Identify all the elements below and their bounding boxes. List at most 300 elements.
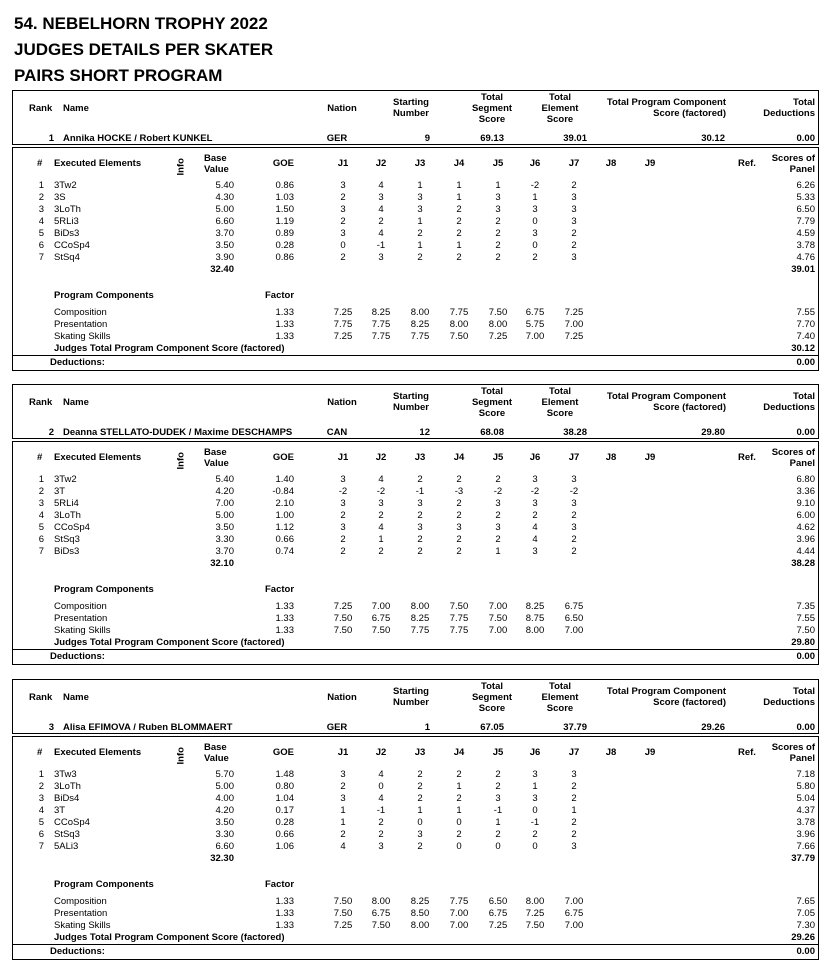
element-judge-score: 3 — [495, 522, 501, 533]
element-base-value: 5.00 — [215, 781, 234, 792]
component-judge-score: 7.50 — [333, 613, 353, 624]
element-judge-score: 3 — [378, 252, 384, 263]
tss-header: Segment — [471, 397, 513, 408]
element-judge-score: 3 — [532, 498, 538, 509]
element-panel-score: 4.62 — [796, 522, 815, 533]
element-judge-score: 2 — [340, 216, 346, 227]
ref-header: Ref. — [738, 158, 756, 169]
component-factor: 1.33 — [275, 319, 294, 330]
component-judge-score: 7.75 — [410, 625, 430, 636]
element-base-value: 4.20 — [215, 486, 234, 497]
starting-number-header: Number — [393, 697, 429, 708]
component-judge-score: 8.25 — [410, 319, 430, 330]
element-name: BiDs3 — [54, 228, 80, 239]
judge-header: J2 — [375, 452, 387, 463]
component-judge-score: 8.00 — [410, 920, 430, 931]
element-goe: 0.28 — [275, 817, 294, 828]
element-panel-score: 6.80 — [796, 474, 815, 485]
starting-number-header: Starting — [393, 97, 429, 108]
rank-header: Rank — [29, 103, 53, 114]
element-number: 4 — [38, 805, 44, 816]
tes-header: Total — [549, 681, 571, 692]
judge-header: J4 — [453, 747, 465, 758]
starting-number-header: Number — [393, 108, 429, 119]
tes-header: Total — [549, 92, 571, 103]
component-judge-score: 8.00 — [525, 896, 545, 907]
scores-of-panel-header: Scores of — [771, 153, 815, 164]
component-judge-score: 7.00 — [449, 920, 469, 931]
element-goe: 1.06 — [275, 841, 294, 852]
element-judge-score: -1 — [376, 240, 386, 251]
element-judge-score: 3 — [571, 252, 577, 263]
element-number: 1 — [38, 180, 44, 191]
element-panel-score: 3.78 — [796, 817, 815, 828]
deductions-label: Deductions: — [50, 651, 105, 662]
component-name: Presentation — [54, 908, 108, 919]
element-judge-score: 4 — [378, 769, 384, 780]
component-factor: 1.33 — [275, 307, 294, 318]
element-judge-score: 3 — [417, 522, 423, 533]
report-title: JUDGES DETAILS PER SKATER — [14, 40, 274, 59]
element-judge-score: 2 — [417, 228, 423, 239]
deductions-header: Deductions — [763, 697, 815, 708]
tes-header: Score — [546, 408, 574, 419]
element-judge-score: 2 — [532, 829, 538, 840]
element-base-value: 7.00 — [215, 498, 234, 509]
element-judge-score: 2 — [456, 204, 462, 215]
component-judge-score: 7.75 — [449, 625, 469, 636]
element-name: 3S — [54, 192, 66, 203]
tpcs-header: Score (factored) — [653, 697, 726, 708]
element-judge-score: 3 — [571, 498, 577, 509]
element-number: 1 — [38, 474, 44, 485]
element-judge-score: 4 — [378, 204, 384, 215]
executed-elements-header: Executed Elements — [54, 747, 142, 758]
element-judge-score: 3 — [571, 204, 577, 215]
component-judge-score: 6.50 — [488, 896, 508, 907]
tpcs-header: Total Program Component — [606, 391, 726, 402]
component-judge-score: 6.50 — [564, 613, 584, 624]
total-deductions: 0.00 — [796, 427, 815, 438]
segment-title: PAIRS SHORT PROGRAM — [14, 66, 223, 85]
judge-header: J1 — [337, 747, 349, 758]
judge-header: J8 — [605, 747, 617, 758]
judge-header: J5 — [492, 747, 504, 758]
scores-of-panel-header: Scores of — [771, 742, 815, 753]
element-number: 7 — [38, 841, 44, 852]
tes-header: Score — [546, 703, 574, 714]
element-judge-score: 4 — [378, 522, 384, 533]
component-panel-score: 7.50 — [796, 625, 815, 636]
base-value-total: 32.30 — [210, 853, 234, 864]
element-judge-score: 3 — [340, 498, 346, 509]
component-judge-score: 7.25 — [564, 307, 584, 318]
element-base-value: 5.00 — [215, 204, 234, 215]
element-panel-score: 7.18 — [796, 769, 815, 780]
judge-header: J7 — [568, 158, 580, 169]
element-number: 3 — [38, 498, 44, 509]
element-panel-score: 5.33 — [796, 192, 815, 203]
nation-value: CAN — [326, 427, 348, 438]
component-panel-score: 7.65 — [796, 896, 815, 907]
component-judge-score: 5.75 — [525, 319, 545, 330]
tss-header: Score — [478, 408, 506, 419]
element-judge-score: 2 — [532, 510, 538, 521]
goe-header: GOE — [272, 452, 294, 463]
element-judge-score: 3 — [340, 769, 346, 780]
goe-header: GOE — [272, 747, 294, 758]
judge-header: J9 — [644, 158, 656, 169]
element-judge-score: 4 — [378, 180, 384, 191]
total-deductions: 0.00 — [796, 722, 815, 733]
judge-header: J3 — [414, 452, 426, 463]
components-underline — [13, 355, 818, 356]
element-name: 3Tw2 — [54, 180, 77, 191]
judges-total-label: Judges Total Program Component Score (factored) — [54, 637, 285, 648]
element-judge-score: 3 — [340, 474, 346, 485]
components-underline — [13, 944, 818, 945]
element-judge-score: 2 — [571, 534, 577, 545]
element-judge-score: 1 — [340, 817, 346, 828]
element-judge-score: 2 — [456, 769, 462, 780]
element-judge-score: 2 — [495, 216, 501, 227]
component-name: Presentation — [54, 613, 108, 624]
element-judge-score: 1 — [417, 240, 423, 251]
element-base-value: 5.00 — [215, 510, 234, 521]
element-panel-score: 5.80 — [796, 781, 815, 792]
deductions-label: Deductions: — [50, 946, 105, 957]
judge-header: J7 — [568, 452, 580, 463]
judge-header: J9 — [644, 747, 656, 758]
rank-header: Rank — [29, 397, 53, 408]
base-value-header: Value — [204, 753, 229, 764]
tss-header: Total — [481, 92, 503, 103]
summary-underline — [13, 144, 818, 145]
element-name: CCoSp4 — [54, 240, 90, 251]
element-judge-score: 2 — [456, 534, 462, 545]
element-judge-score: 1 — [417, 216, 423, 227]
program-components-header: Program Components — [54, 879, 154, 890]
component-judge-score: 8.00 — [449, 319, 469, 330]
element-name: 3LoTh — [54, 781, 81, 792]
component-judge-score: 7.00 — [488, 601, 508, 612]
skater-block — [12, 90, 819, 371]
element-number: 7 — [38, 546, 44, 557]
element-base-value: 5.70 — [215, 769, 234, 780]
element-judge-score: 3 — [532, 474, 538, 485]
judge-header: J4 — [453, 452, 465, 463]
deductions-label: Deductions: — [50, 357, 105, 368]
component-judge-score: 7.25 — [333, 307, 353, 318]
element-judge-score: 2 — [571, 228, 577, 239]
element-panel-score: 4.44 — [796, 546, 815, 557]
element-judge-score: 1 — [456, 781, 462, 792]
element-judge-score: 2 — [571, 781, 577, 792]
tpcs-header: Total Program Component — [606, 686, 726, 697]
element-number: 1 — [38, 769, 44, 780]
elements-total: 38.28 — [791, 558, 815, 569]
component-judge-score: 7.25 — [333, 331, 353, 342]
element-judge-score: 1 — [571, 805, 577, 816]
base-value-header: Base — [204, 742, 227, 753]
element-judge-score: -2 — [493, 486, 503, 497]
starting-number-header: Starting — [393, 391, 429, 402]
element-name: 3T — [54, 805, 66, 816]
element-number-header: # — [37, 158, 43, 169]
component-panel-score: 7.40 — [796, 331, 815, 342]
component-judge-score: 7.75 — [449, 307, 469, 318]
element-number: 6 — [38, 829, 44, 840]
element-judge-score: 1 — [532, 781, 538, 792]
element-panel-score: 3.96 — [796, 829, 815, 840]
judge-header: J2 — [375, 747, 387, 758]
element-panel-score: 5.04 — [796, 793, 815, 804]
judge-header: J6 — [529, 452, 541, 463]
element-name: 3LoTh — [54, 204, 81, 215]
element-number: 2 — [38, 781, 44, 792]
total-program-component-score: 29.26 — [701, 722, 725, 733]
component-judge-score: 7.50 — [488, 307, 508, 318]
element-number: 4 — [38, 510, 44, 521]
component-judge-score: 7.00 — [371, 601, 391, 612]
element-panel-score: 9.10 — [796, 498, 815, 509]
element-name: CCoSp4 — [54, 522, 90, 533]
element-panel-score: 7.66 — [796, 841, 815, 852]
element-judge-score: 0 — [378, 781, 384, 792]
element-goe: 0.74 — [275, 546, 294, 557]
element-base-value: 3.30 — [215, 534, 234, 545]
judges-total-label: Judges Total Program Component Score (factored) — [54, 932, 285, 943]
element-judge-score: 3 — [532, 793, 538, 804]
component-judge-score: 7.25 — [488, 331, 508, 342]
skater-name: Alisa EFIMOVA / Ruben BLOMMAERT — [63, 722, 233, 733]
element-judge-score: 3 — [340, 793, 346, 804]
element-judge-score: 1 — [456, 180, 462, 191]
judge-header: J3 — [414, 747, 426, 758]
element-judge-score: 2 — [340, 252, 346, 263]
element-judge-score: -2 — [569, 486, 579, 497]
judge-header: J5 — [492, 158, 504, 169]
scores-of-panel-header: Panel — [789, 164, 815, 175]
judges-total-label: Judges Total Program Component Score (factored) — [54, 343, 285, 354]
total-segment-score: 69.13 — [480, 133, 504, 144]
total-element-score: 39.01 — [563, 133, 587, 144]
element-judge-score: 0 — [532, 805, 538, 816]
component-judge-score: 7.00 — [488, 625, 508, 636]
element-judge-score: 2 — [495, 510, 501, 521]
element-base-value: 3.50 — [215, 240, 234, 251]
component-name: Composition — [54, 896, 107, 907]
component-judge-score: 7.75 — [371, 331, 391, 342]
summary-underline — [13, 733, 818, 734]
element-judge-score: 4 — [340, 841, 346, 852]
element-judge-score: 3 — [495, 192, 501, 203]
element-number: 3 — [38, 204, 44, 215]
element-judge-score: 2 — [378, 510, 384, 521]
tes-header: Element — [541, 103, 579, 114]
element-judge-score: 4 — [532, 534, 538, 545]
deductions-header: Total — [793, 686, 815, 697]
element-judge-score: 0 — [532, 841, 538, 852]
element-goe: 1.48 — [275, 769, 294, 780]
judge-header: J5 — [492, 452, 504, 463]
element-goe: 0.89 — [275, 228, 294, 239]
element-judge-score: 2 — [495, 240, 501, 251]
total-program-component-score: 29.80 — [701, 427, 725, 438]
tss-header: Total — [481, 681, 503, 692]
element-judge-score: 2 — [456, 228, 462, 239]
component-name: Skating Skills — [54, 625, 111, 636]
element-goe: 1.40 — [275, 474, 294, 485]
tes-header: Score — [546, 114, 574, 125]
element-judge-score: 2 — [571, 510, 577, 521]
element-goe: 1.12 — [275, 522, 294, 533]
starting-number-value: 9 — [424, 133, 430, 144]
element-judge-score: 1 — [456, 192, 462, 203]
element-base-value: 4.00 — [215, 793, 234, 804]
element-judge-score: 2 — [456, 793, 462, 804]
element-judge-score: 1 — [495, 817, 501, 828]
component-judge-score: 7.75 — [410, 331, 430, 342]
component-judge-score: 7.25 — [564, 331, 584, 342]
base-value-total: 32.10 — [210, 558, 234, 569]
element-judge-score: 3 — [495, 498, 501, 509]
factor-header: Factor — [265, 290, 295, 301]
component-judge-score: 7.50 — [333, 908, 353, 919]
component-judge-score: 6.75 — [564, 601, 584, 612]
component-judge-score: 8.50 — [410, 908, 430, 919]
element-base-value: 5.40 — [215, 180, 234, 191]
element-judge-score: 2 — [571, 793, 577, 804]
element-number: 2 — [38, 486, 44, 497]
component-judge-score: 7.25 — [525, 908, 545, 919]
element-judge-score: 2 — [417, 510, 423, 521]
deductions-header: Total — [793, 97, 815, 108]
element-judge-score: 2 — [417, 474, 423, 485]
element-judge-score: 0 — [340, 240, 346, 251]
summary-underline — [13, 438, 818, 439]
tes-header: Element — [541, 397, 579, 408]
judges-total-value: 30.12 — [791, 343, 815, 354]
element-goe: 0.80 — [275, 781, 294, 792]
component-judge-score: 7.00 — [564, 625, 584, 636]
component-judge-score: 8.25 — [371, 307, 391, 318]
element-goe: 1.19 — [275, 216, 294, 227]
element-judge-score: -3 — [454, 486, 464, 497]
rank-value: 2 — [48, 427, 54, 438]
deductions-header: Deductions — [763, 402, 815, 413]
judge-header: J1 — [337, 158, 349, 169]
element-judge-score: 2 — [571, 180, 577, 191]
component-factor: 1.33 — [275, 908, 294, 919]
component-judge-score: 7.50 — [449, 331, 469, 342]
component-judge-score: 8.75 — [525, 613, 545, 624]
element-judge-score: 0 — [456, 817, 462, 828]
component-panel-score: 7.05 — [796, 908, 815, 919]
nation-value: GER — [326, 722, 348, 733]
component-name: Composition — [54, 307, 107, 318]
element-judge-score: 2 — [378, 216, 384, 227]
nation-value: GER — [326, 133, 348, 144]
element-judge-score: 2 — [340, 510, 346, 521]
element-judge-score: 1 — [417, 180, 423, 191]
element-name: BiDs4 — [54, 793, 80, 804]
component-judge-score: 8.25 — [410, 613, 430, 624]
tss-header: Segment — [471, 103, 513, 114]
deductions-value: 0.00 — [796, 651, 815, 662]
name-header: Name — [63, 103, 89, 114]
element-judge-score: 2 — [495, 829, 501, 840]
tes-header: Element — [541, 692, 579, 703]
element-number: 7 — [38, 252, 44, 263]
element-judge-score: 2 — [456, 498, 462, 509]
component-judge-score: 7.50 — [488, 613, 508, 624]
element-judge-score: 2 — [378, 829, 384, 840]
component-judge-score: 7.50 — [333, 896, 353, 907]
component-judge-score: 7.00 — [564, 896, 584, 907]
element-number: 5 — [38, 228, 44, 239]
component-name: Composition — [54, 601, 107, 612]
element-number: 6 — [38, 240, 44, 251]
judges-total-value: 29.26 — [791, 932, 815, 943]
element-judge-score: 2 — [571, 546, 577, 557]
tpcs-header: Score (factored) — [653, 108, 726, 119]
component-panel-score: 7.70 — [796, 319, 815, 330]
element-goe: 0.66 — [275, 829, 294, 840]
component-judge-score: 7.50 — [525, 920, 545, 931]
starting-number-header: Number — [393, 402, 429, 413]
judge-header: J1 — [337, 452, 349, 463]
element-judge-score: 2 — [456, 510, 462, 521]
info-header: Info — [175, 747, 187, 765]
starting-number-header: Starting — [393, 686, 429, 697]
element-judge-score: 2 — [456, 829, 462, 840]
total-program-component-score: 30.12 — [701, 133, 725, 144]
component-judge-score: 6.75 — [488, 908, 508, 919]
component-judge-score: 7.75 — [333, 319, 353, 330]
deductions-value: 0.00 — [796, 946, 815, 957]
element-judge-score: 2 — [456, 546, 462, 557]
element-judge-score: 2 — [495, 781, 501, 792]
element-number: 6 — [38, 534, 44, 545]
element-judge-score: 3 — [378, 841, 384, 852]
tpcs-header: Score (factored) — [653, 402, 726, 413]
component-judge-score: 8.00 — [488, 319, 508, 330]
element-goe: -0.84 — [272, 486, 294, 497]
component-judge-score: 6.75 — [371, 908, 391, 919]
component-judge-score: 6.75 — [525, 307, 545, 318]
element-judge-score: 3 — [532, 228, 538, 239]
element-name: StSq4 — [54, 252, 80, 263]
total-element-score: 37.79 — [563, 722, 587, 733]
element-goe: 0.86 — [275, 180, 294, 191]
element-judge-score: 1 — [340, 805, 346, 816]
element-judge-score: 1 — [456, 805, 462, 816]
components-underline — [13, 649, 818, 650]
component-judge-score: 8.00 — [410, 601, 430, 612]
component-name: Skating Skills — [54, 331, 111, 342]
element-name: 3LoTh — [54, 510, 81, 521]
element-judge-score: 3 — [417, 204, 423, 215]
element-name: 5RLi3 — [54, 216, 79, 227]
elements-total: 39.01 — [791, 264, 815, 275]
element-judge-score: 2 — [378, 817, 384, 828]
element-judge-score: 2 — [340, 534, 346, 545]
element-panel-score: 6.50 — [796, 204, 815, 215]
component-panel-score: 7.35 — [796, 601, 815, 612]
element-base-value: 3.30 — [215, 829, 234, 840]
deductions-value: 0.00 — [796, 357, 815, 368]
